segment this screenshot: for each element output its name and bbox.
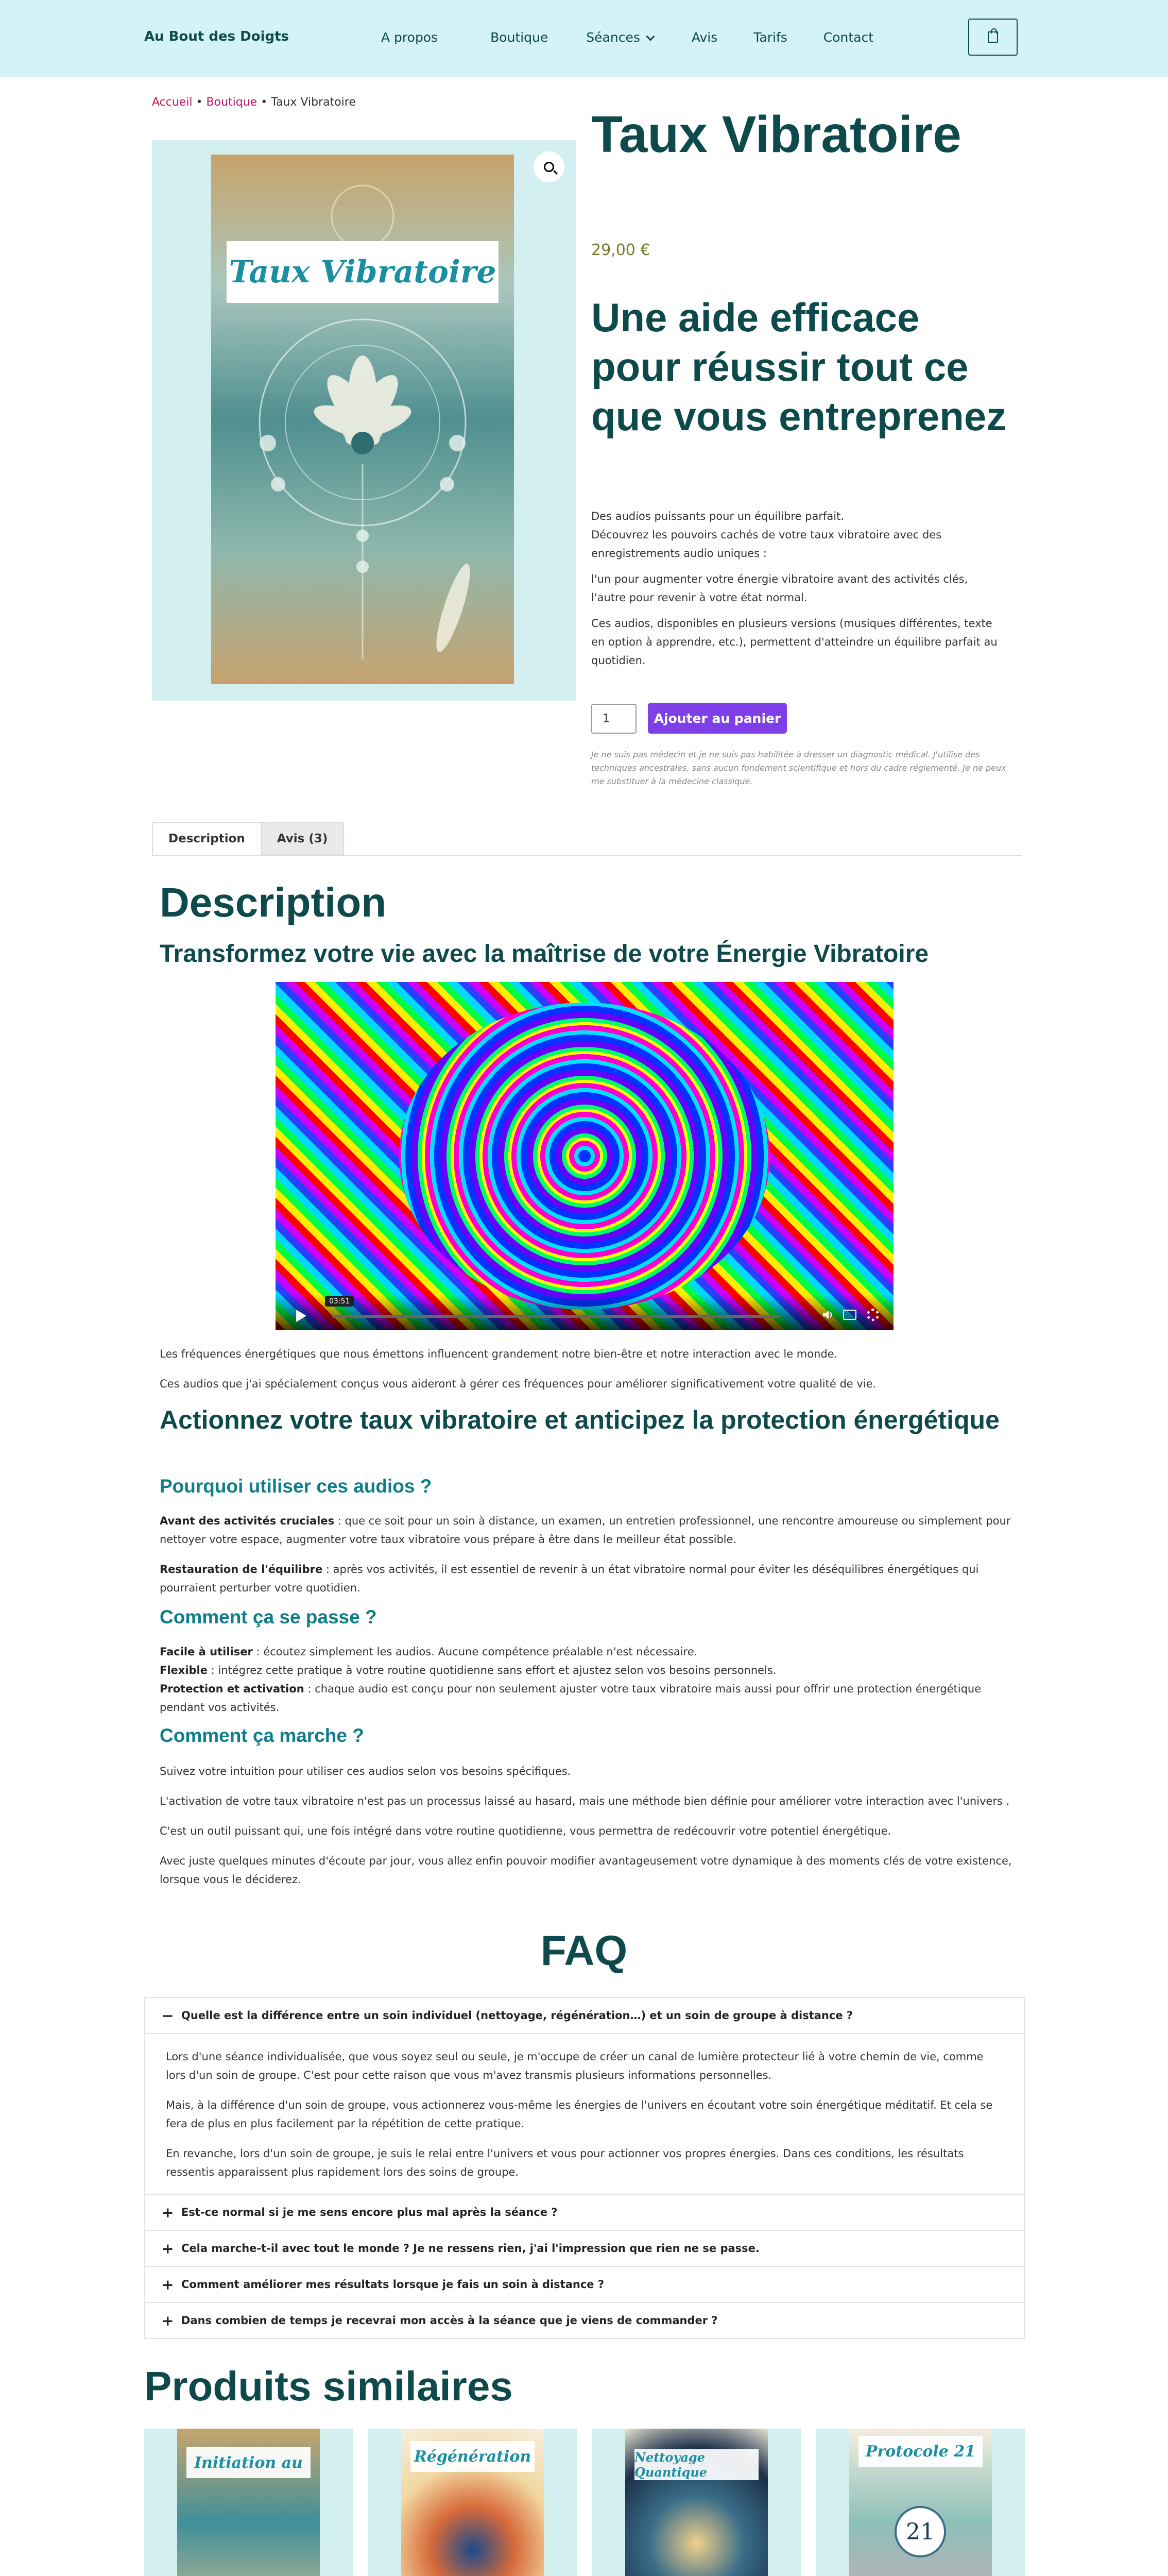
faq-question[interactable] bbox=[145, 1998, 1024, 2033]
tabs-divider bbox=[152, 855, 1022, 856]
description-subheading: Transformez votre vie avec la maîtrise de votre Énergie Vibratoire bbox=[160, 940, 929, 968]
why-item-1 bbox=[160, 1512, 1015, 1549]
related-product-card bbox=[144, 2429, 353, 2576]
breadcrumb-current: Taux Vibratoire bbox=[271, 96, 356, 109]
works-paragraph: C'est un outil puissant qui, une fois intégré dans votre routine quotidienne, vous permettra de redécouvrir votre potentiel énergétique. bbox=[160, 1825, 891, 1837]
product-tagline: Une aide efficace pour réussir tout ce que vous entreprenez bbox=[591, 295, 1007, 439]
site-header bbox=[0, 0, 1168, 77]
nav-item-tarifs[interactable]: Tarifs bbox=[753, 30, 787, 45]
quantity-input[interactable] bbox=[591, 704, 637, 734]
nav-item-contact[interactable]: Contact bbox=[823, 30, 874, 45]
description-paragraph: Ces audios que j'ai spécialement conçus vous aideront à gérer ces fréquences pour améliorer significativement votre qualité de vie. bbox=[160, 1378, 877, 1390]
how-item-1-text: : écoutez simplement les audios. Aucune compétence préalable n'est nécessaire. bbox=[252, 1646, 698, 1658]
description-heading: Description bbox=[160, 879, 387, 925]
related-products-title: Produits similaires bbox=[144, 2363, 513, 2409]
artwork-title-top: Nettoyage Quantique bbox=[634, 2449, 759, 2480]
works-list bbox=[160, 1762, 1015, 1900]
how-list bbox=[160, 1642, 1015, 1717]
description-intro bbox=[160, 1345, 1015, 1404]
faq-accordion bbox=[144, 1997, 1025, 2339]
video-time: 03:51 bbox=[325, 1296, 354, 1307]
product-artwork bbox=[401, 2429, 544, 2576]
gear-icon[interactable] bbox=[867, 1309, 879, 1321]
nav-item-seances-label: Séances bbox=[586, 30, 640, 45]
how-item-3-title: Protection et activation bbox=[160, 1683, 304, 1695]
play-icon[interactable] bbox=[296, 1310, 306, 1322]
faq-answer-paragraph: Lors d'une séance individualisée, que vous soyez seul ou seule, je m'occupe de créer un canal de lumière protecteur lié à votre chemin de vie, comme lors d'un soin de groupe. C'est pour cette raison que vous m'avez transmis plusieurs informations personnelles. bbox=[166, 2050, 984, 2081]
faq-question[interactable] bbox=[145, 2303, 1024, 2338]
artwork-title-top: Régénération bbox=[410, 2441, 535, 2472]
medical-disclaimer: Je ne suis pas médecin et je ne suis pas habilitée à dresser un diagnostic médical. J'utilise des techniques ancestrales, sans aucun fondement scientifique et hors du cadre réglementé. Je ne peux me substituer à la médecine classique. bbox=[591, 750, 1006, 786]
related-product-image[interactable] bbox=[368, 2429, 577, 2576]
cart-button[interactable] bbox=[968, 19, 1018, 56]
plus-icon: + bbox=[162, 2240, 174, 2257]
nav-item-a-propos[interactable]: A propos bbox=[381, 30, 438, 45]
faq-item bbox=[145, 2302, 1024, 2338]
search-icon bbox=[544, 162, 554, 172]
faq-item bbox=[145, 2194, 1024, 2230]
minus-icon: − bbox=[162, 2007, 174, 2024]
product-image-title-box bbox=[227, 241, 499, 303]
related-product-image[interactable] bbox=[144, 2429, 353, 2576]
artwork-title-top: Initiation au bbox=[186, 2447, 311, 2478]
product-image-title: Taux Vibratoire bbox=[229, 254, 496, 290]
faq-question-text: Comment améliorer mes résultats lorsque je fais un soin à distance ? bbox=[181, 2278, 605, 2291]
description-paragraph: Les fréquences énergétiques que nous émettons influencent grandement notre bien-être et notre interaction avec le monde. bbox=[160, 1348, 838, 1360]
plus-icon: + bbox=[162, 2312, 174, 2329]
video-player[interactable] bbox=[276, 982, 894, 1330]
why-item-2-title: Restauration de l'équilibre bbox=[160, 1563, 323, 1575]
nav-item-avis[interactable]: Avis bbox=[691, 30, 718, 45]
how-item-3-text: : chaque audio est conçu pour non seulement ajuster votre taux vibratoire mais aussi pour offrir une protection énergétique pendant vos activités. bbox=[160, 1683, 982, 1714]
main-nav bbox=[381, 30, 873, 45]
faq-question-text: Dans combien de temps je recevrai mon accès à la séance que je viens de commander ? bbox=[181, 2314, 718, 2327]
plus-icon: + bbox=[162, 2204, 174, 2221]
product-title: Taux Vibratoire bbox=[591, 106, 961, 163]
video-controls bbox=[276, 1294, 894, 1330]
product-short-description bbox=[591, 507, 1003, 677]
related-product-card bbox=[816, 2429, 1025, 2576]
breadcrumb bbox=[152, 96, 356, 109]
intro-line-1: Des audios puissants pour un équilibre parfait. bbox=[591, 510, 844, 522]
product-artwork bbox=[177, 2429, 320, 2576]
faq-answer-paragraph: En revanche, lors d'un soin de groupe, je suis le relai entre l'univers et vous pour actionner vos propres énergies. Dans ces conditions, les résultats ressentis apparaissent plus rapidement lors des soins de groupe. bbox=[166, 2147, 964, 2178]
related-product-card bbox=[368, 2429, 577, 2576]
product-artwork bbox=[625, 2429, 768, 2576]
related-product-image[interactable] bbox=[816, 2429, 1025, 2576]
breadcrumb-separator: • bbox=[257, 96, 271, 109]
faq-answer bbox=[145, 2033, 1024, 2194]
why-list bbox=[160, 1512, 1015, 1608]
short-desc-para: l'un pour augmenter votre énergie vibratoire avant des activités clés, l'autre pour revenir à votre état normal. bbox=[591, 573, 968, 604]
chevron-down-icon bbox=[646, 32, 655, 41]
faq-question[interactable] bbox=[145, 2195, 1024, 2230]
product-tabs bbox=[152, 822, 344, 855]
faq-question-text: Cela marche-t-il avec tout le monde ? Je ne ressens rien, j'ai l'impression que rien ne se passe. bbox=[181, 2242, 760, 2255]
zoom-button[interactable] bbox=[534, 151, 564, 182]
artwork-title-top: Protocole 21 bbox=[858, 2436, 983, 2467]
video-mandala bbox=[399, 1003, 770, 1310]
faq-answer-paragraph: Mais, à la différence d'un soin de groupe, vous actionnerez vous-même les énergies de l'univers en écoutant votre soin énergétique méditatif. Et cela se fera de plus en plus facilement par la répétition de cette pratique. bbox=[166, 2099, 993, 2130]
faq-item bbox=[145, 2230, 1024, 2266]
works-paragraph: Avec juste quelques minutes d'écoute par jour, vous allez enfin pouvoir modifier avantageusement votre dynamique à des moments clés de votre existence, lorsque vous le déciderez. bbox=[160, 1855, 1012, 1886]
volume-icon[interactable] bbox=[821, 1309, 834, 1321]
how-items bbox=[160, 1642, 1015, 1717]
works-paragraph: Suivez votre intuition pour utiliser ces audios selon vos besoins spécifiques. bbox=[160, 1765, 571, 1777]
product-price: 29,00 € bbox=[591, 241, 650, 259]
faq-item bbox=[145, 2266, 1024, 2302]
lotus-illustration bbox=[211, 155, 514, 684]
section-subheading-how: Comment ça se passe ? bbox=[160, 1606, 377, 1628]
captions-icon[interactable] bbox=[843, 1310, 856, 1320]
related-product-image[interactable] bbox=[592, 2429, 801, 2576]
why-item-2 bbox=[160, 1560, 1015, 1597]
site-logo[interactable]: Au Bout des Doigts bbox=[144, 29, 289, 44]
faq-question[interactable] bbox=[145, 2267, 1024, 2302]
artwork-number: 21 bbox=[895, 2506, 946, 2557]
short-desc-para: Ces audios, disponibles en plusieurs versions (musiques différentes, texte en option à apprendre, etc.), permettent d'atteindre un équilibre parfait au quotidien. bbox=[591, 617, 998, 667]
short-desc-para bbox=[591, 507, 1003, 563]
breadcrumb-shop[interactable]: Boutique bbox=[206, 96, 257, 109]
nav-item-boutique[interactable]: Boutique bbox=[490, 30, 548, 45]
tab-description[interactable]: Description bbox=[152, 822, 262, 855]
section-subheading-works: Comment ça marche ? bbox=[160, 1725, 364, 1746]
product-artwork bbox=[849, 2429, 992, 2576]
section-subheading-why: Pourquoi utiliser ces audios ? bbox=[160, 1476, 432, 1497]
nav-item-seances[interactable] bbox=[586, 30, 654, 45]
faq-question-text: Est-ce normal si je me sens encore plus mal après la séance ? bbox=[181, 2206, 558, 2218]
cart-icon bbox=[988, 31, 998, 43]
faq-question[interactable] bbox=[145, 2231, 1024, 2266]
add-to-cart-button[interactable]: Ajouter au panier bbox=[648, 703, 787, 734]
why-item-1-title: Avant des activités cruciales bbox=[160, 1515, 335, 1527]
faq-item bbox=[145, 1998, 1024, 2194]
product-image[interactable] bbox=[211, 155, 514, 684]
faq-question-text: Quelle est la différence entre un soin individuel (nettoyage, régénération…) et un soin de groupe à distance ? bbox=[181, 2009, 853, 2022]
how-item-2-title: Flexible bbox=[160, 1664, 208, 1676]
works-paragraph: L'activation de votre taux vibratoire n'est pas un processus laissé au hasard, mais une méthode bien définie pour améliorer votre interaction avec l'univers . bbox=[160, 1795, 1010, 1807]
breadcrumb-home[interactable]: Accueil bbox=[152, 96, 193, 109]
why-item-1-text: : que ce soit pour un soin à distance, un examen, un entretien professionnel, une rencontre amoureuse ou simplement pour nettoyer votre espace, augmenter votre taux vibratoire vous prépare à être dans le meilleur état possible. bbox=[160, 1515, 1011, 1546]
plus-icon: + bbox=[162, 2276, 174, 2293]
video-progress-bar[interactable] bbox=[332, 1315, 780, 1318]
how-item-1-title: Facile à utiliser bbox=[160, 1646, 253, 1658]
why-item-2-text: : après vos activités, il est essentiel de revenir à un état vibratoire normal pour éviter les déséquilibres énergétiques qui pourraient perturber votre quotidien. bbox=[160, 1563, 979, 1594]
breadcrumb-separator: • bbox=[192, 96, 207, 109]
faq-title: FAQ bbox=[540, 1927, 628, 1974]
related-product-card bbox=[592, 2429, 801, 2576]
section-heading: Actionnez votre taux vibratoire et anticipez la protection énergétique bbox=[160, 1405, 1000, 1434]
how-item-2-text: : intégrez cette pratique à votre routine quotidienne sans effort et ajustez selon vos besoins personnels. bbox=[208, 1664, 777, 1676]
intro-line-2: Découvrez les pouvoirs cachés de votre taux vibratoire avec des enregistrements audio uniques : bbox=[591, 529, 942, 560]
tab-avis[interactable]: Avis (3) bbox=[261, 822, 345, 855]
